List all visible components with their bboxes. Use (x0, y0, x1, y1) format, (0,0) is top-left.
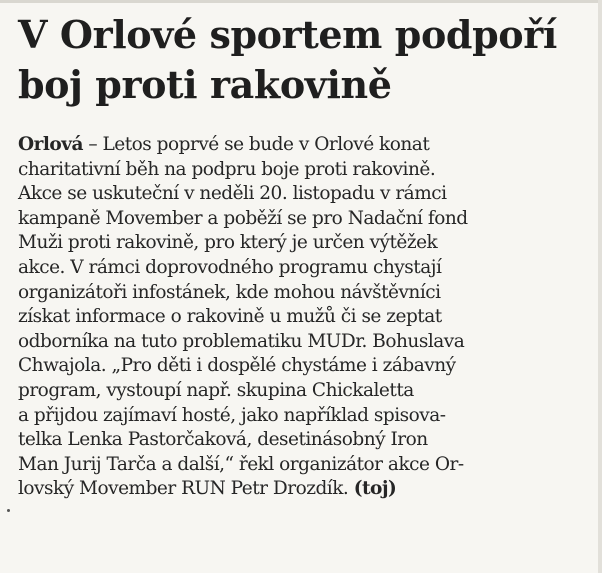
article-line-text: lovský Movember RUN Petr Drozdík. (18, 478, 354, 500)
scan-speck (7, 509, 10, 512)
article-line: organizátoři infostánek, kde mohou návštěvníci (18, 281, 441, 303)
dateline: Orlová (18, 134, 83, 155)
article-line: získat informace o rakovině u mužů či se zeptat (18, 306, 442, 328)
article-body (18, 133, 602, 502)
article-line-text: – Letos poprvé se bude v Orlové konat (82, 134, 430, 155)
article-line (18, 133, 602, 158)
article-line: Akce se uskuteční v neděli 20. listopadu v rámci (18, 183, 447, 205)
article-headline (18, 10, 593, 110)
article-line: Chwajola. „Pro děti i dospělé chystáme i zábavný (18, 355, 456, 377)
headline-line: boj proti rakovině (18, 62, 392, 107)
scan-edge-top (0, 0, 602, 3)
article-line: akce. V rámci doprovodného programu chystají (18, 256, 442, 278)
article-line: charitativní běh na podpru boje proti rakovině. (18, 158, 436, 180)
author-signature: (toj) (353, 478, 397, 500)
article-line: a přijdou zajímaví hosté, jako například spisova- (18, 404, 446, 426)
article-line: Man Jurij Tarča a další,“ řekl organizátor akce Or- (18, 453, 464, 475)
article-line: kampaně Movember a poběží se pro Nadační fond (18, 207, 468, 229)
article-line: program, vystoupí např. skupina Chickaletta (18, 379, 414, 401)
article-line: odborníka na tuto problematiku MUDr. Bohuslava (18, 330, 465, 352)
article-line: Muži proti rakovině, pro který je určen výtěžek (18, 232, 438, 254)
article-line: telka Lenka Pastorčaková, desetinásobný Iron (18, 429, 428, 451)
headline-line: V Orlové sportem podpoří (18, 12, 557, 57)
article-line (18, 477, 602, 502)
